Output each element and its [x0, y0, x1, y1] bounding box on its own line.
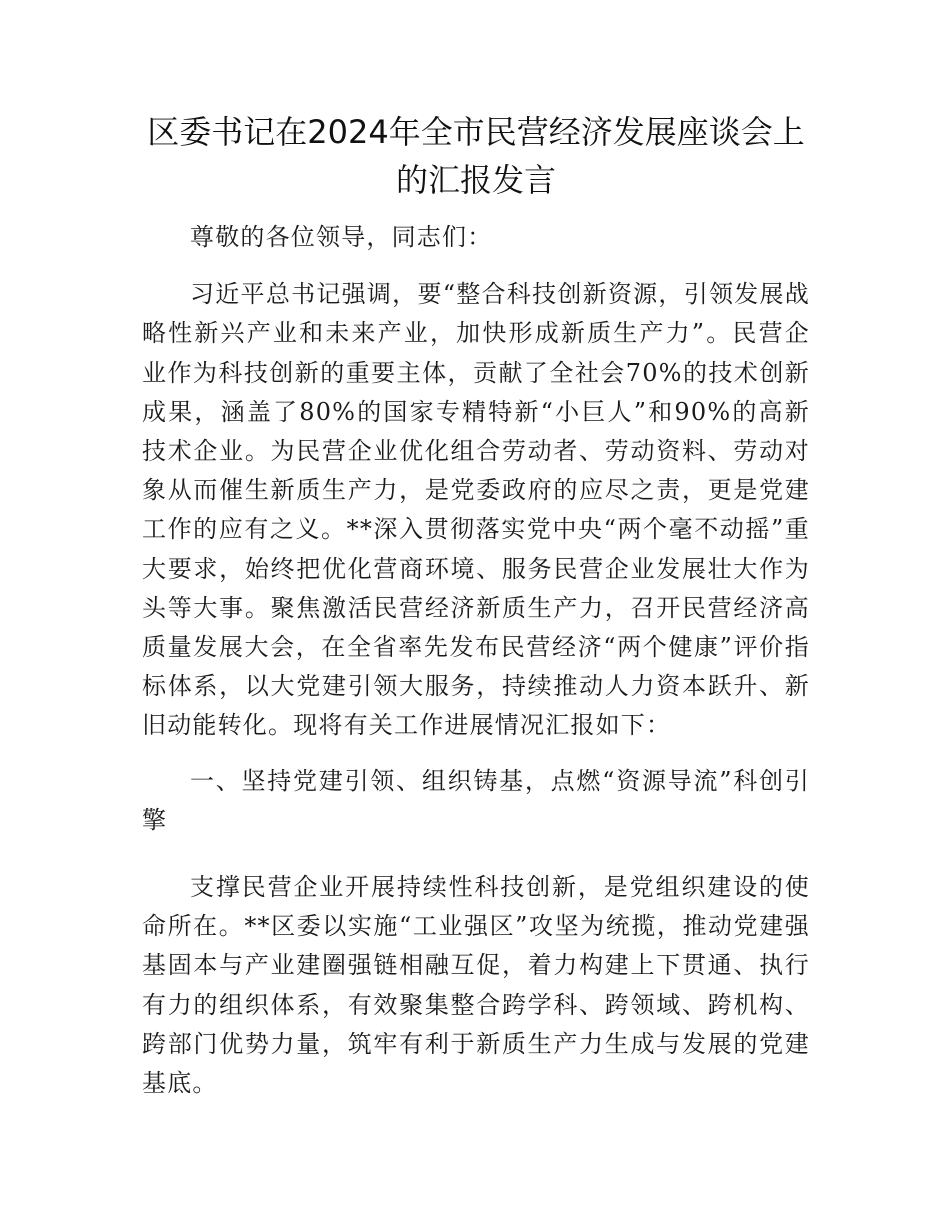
paragraph-intro: 习近平总书记强调，要“整合科技创新资源，引领发展战略性新兴产业和未来产业，加快形成新质生产力”。民营企业作为科技创新的重要主体，贡献了全社会70%的技术创新成果，涵盖了80%的国家专精特新“小巨人”和90%的高新技术企业。为民营企业优化组合劳动者、劳动资料、劳动对象从而催生新质生产力，是党委政府的应尽之责，更是党建工作的应有之义。**深入贯彻落实党中央“两个毫不动摇”重大要求，始终把优化营商环境、服务民营企业发展壮大作为头等大事。聚焦激活民营经济新质生产力，召开民营经济高质量发展大会，在全省率先发布民营经济“两个健康”评价指标体系，以大党建引领大服务，持续推动人力资本跃升、新旧动能转化。现将有关工作进展情况汇报如下： [142, 280, 810, 740]
section-heading-1: 一、坚持党建引领、组织铸基，点燃“资源导流”科创引擎 [142, 766, 810, 834]
document-body [142, 108, 810, 1103]
greeting: 尊敬的各位领导，同志们： [190, 223, 493, 251]
document-title: 区委书记在2024年全市民营经济发展座谈会上的汇报发言 [147, 113, 805, 199]
paragraph-section-1: 支撑民营企业开展持续性科技创新，是党组织建设的使命所在。**区委以实施“工业强区”攻坚为统揽，推动党建强基固本与产业建圈强链相融互促，着力构建上下贯通、执行有力的组织体系，有效聚集整合跨学科、跨领域、跨机构、跨部门优势力量，筑牢有利于新质生产力生成与发展的党建基底。 [142, 873, 810, 1098]
